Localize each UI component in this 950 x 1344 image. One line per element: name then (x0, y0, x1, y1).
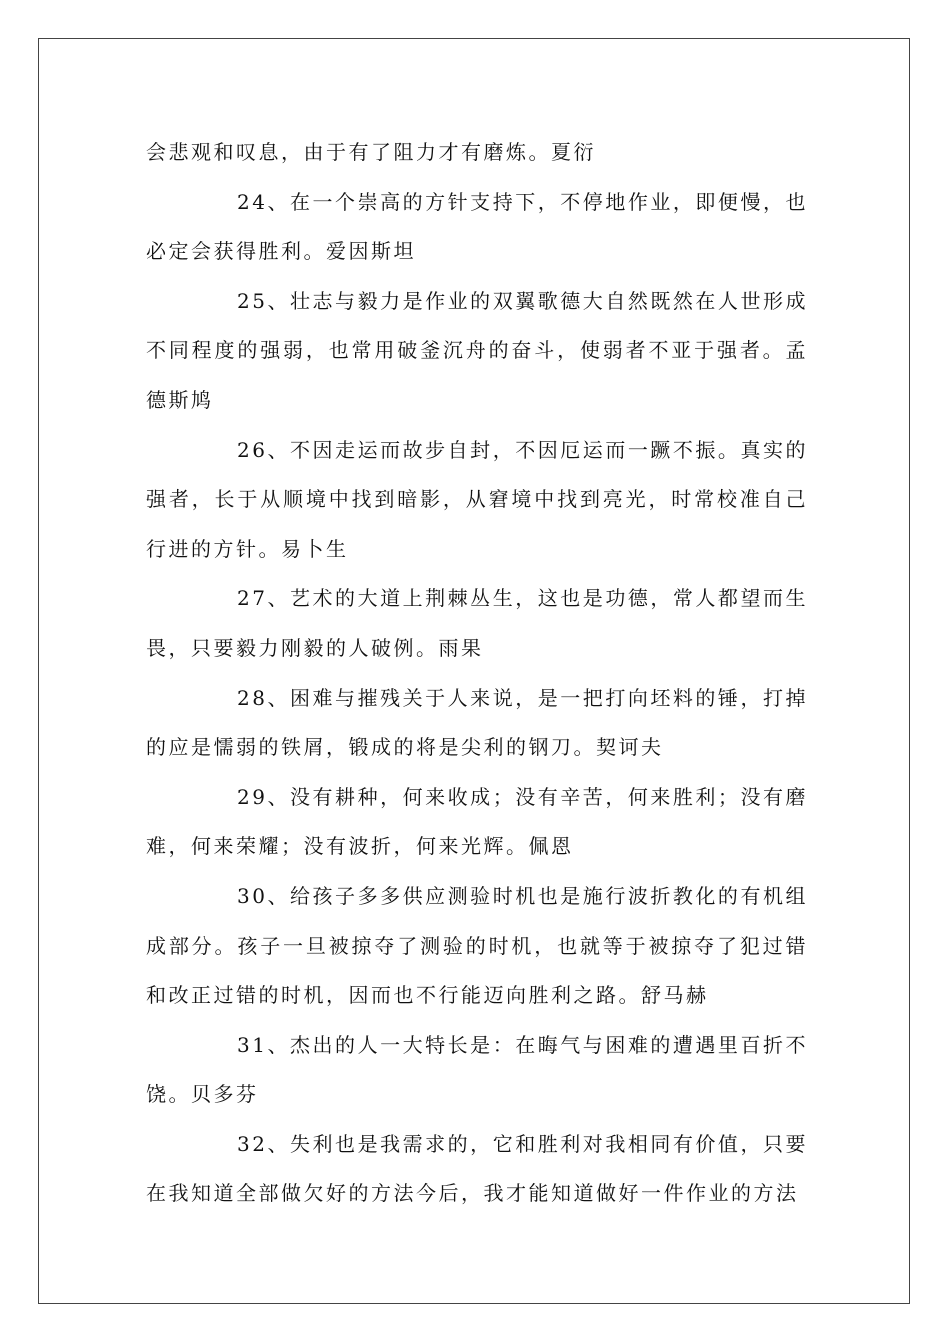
quote-paragraph-30: 30、给孩子多多供应测验时机也是施行波折教化的有机组成部分。孩子一旦被掠夺了测验的时机，也就等于被掠夺了犯过错和改正过错的时机，因而也不行能迈向胜利之路。舒马赫 (146, 883, 808, 1008)
quote-paragraph-29: 29、没有耕种，何来收成；没有辛苦，何来胜利；没有磨难，何来荣耀；没有波折，何来光辉。佩恩 (146, 784, 808, 859)
paragraph-continuation: 会悲观和叹息，由于有了阻力才有磨炼。夏衍 (146, 140, 596, 164)
quote-paragraph-27: 27、艺术的大道上荆棘丛生，这也是功德，常人都望而生畏，只要毅力刚毅的人破例。雨果 (146, 586, 808, 660)
quote-paragraph-25: 25、壮志与毅力是作业的双翼歌德大自然既然在人世形成不同程度的强弱，也常用破釜沉舟的奋斗，使弱者不亚于强者。孟德斯鸠 (146, 288, 808, 412)
document-body (146, 128, 808, 1219)
quote-paragraph-31: 31、杰出的人一大特长是：在晦气与困难的遭遇里百折不饶。贝多芬 (146, 1032, 808, 1107)
quote-paragraph-32: 32、失利也是我需求的，它和胜利对我相同有价值，只要在我知道全部做欠好的方法今后，我才能知道做好一件作业的方法 (146, 1131, 808, 1206)
quote-paragraph-26: 26、不因走运而故步自封，不因厄运而一蹶不振。真实的强者，长于从顺境中找到暗影，从窘境中找到亮光，时常校准自己行进的方针。易卜生 (146, 437, 808, 561)
quote-paragraph-24: 24、在一个崇高的方针支持下，不停地作业，即便慢，也必定会获得胜利。爱因斯坦 (146, 189, 808, 264)
quote-paragraph-28: 28、困难与摧残关于人来说，是一把打向坯料的锤，打掉的应是懦弱的铁屑，锻成的将是尖利的钢刀。契诃夫 (146, 685, 808, 760)
